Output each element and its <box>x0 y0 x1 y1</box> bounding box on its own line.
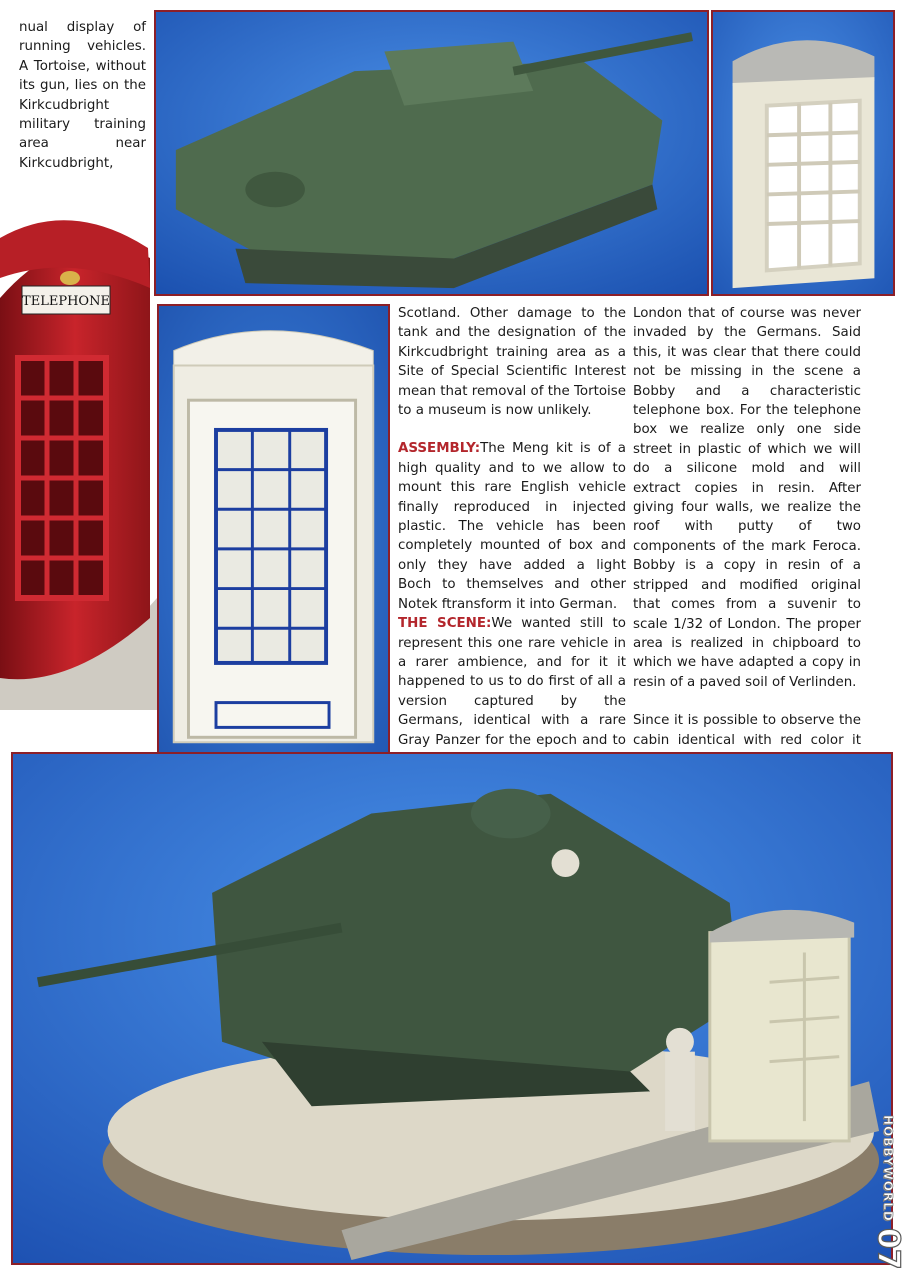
middle-intro-paragraph: Scotland. Other damage to the tank and the designation of the Kirkcudbright training area as a Site of Special Scientific Interest mean that removal of the Tortoise to a museum is now unlikely. <box>398 306 626 419</box>
red-telephone-box-illustration <box>0 178 157 710</box>
right-paragraph-2: Since it is possible to observe the cabin identical with red color it <box>633 713 861 748</box>
scene-heading: THE SCENE: <box>398 616 492 632</box>
page-folio <box>870 1115 905 1275</box>
scene-text: We wanted still to represent this one rare vehicle in a rarer ambience, and for it it happened to us to do first of all a version captured by the Germans, identical with a rare Gray Panzer for the epoch and to <box>398 616 626 748</box>
photo-red-telephone-box <box>0 178 157 710</box>
assembly-heading: ASSEMBLY: <box>398 441 481 457</box>
assembly-text: The Meng kit is of a high quality and to we allow to mount this rare English vehicle finally reproduced in injected plastic. The vehicle has been completely mounted of box and only they have added a light Boch to themselves and other Notek ftransform it into German. <box>398 441 626 612</box>
telephone-door-illustration <box>159 306 388 772</box>
photo-diorama <box>11 752 893 1265</box>
magazine-brand: HOBBYWORLD <box>881 1115 895 1222</box>
right-column-text <box>633 304 861 789</box>
photo-telephone-door-panel <box>157 304 390 774</box>
left-column-text <box>19 18 146 173</box>
cream-telephone-box-illustration <box>713 12 893 294</box>
photo-green-tank <box>154 10 709 296</box>
right-paragraph-1: London that of course was never invaded by the Germans. Said this, it was clear that there could not be missing in the scene a Bobby and a characteristic telephone box. For the telephone box we realize only one side street in plastic of which we will do a silicone mold and will extract copies in resin. After giving four walls, we realize the roof with putty of two components of the mark Feroca. Bobby is a copy in resin of a stripped and modified original that comes from a suvenir to scale 1/32 of London. The proper area is realized in chipboard to which we have adapted a copy in resin of a paved soil of Verlinden. <box>633 306 861 690</box>
left-paragraph: nual display of running vehicles. A Tortoise, without its gun, lies on the Kirkcudbright military training area near Kirkcudbright, <box>19 20 146 171</box>
middle-column-text <box>398 304 626 769</box>
assembly-paragraph <box>398 439 626 614</box>
green-tank-illustration <box>156 12 707 294</box>
scene-paragraph <box>398 614 626 769</box>
photo-cream-telephone-box <box>711 10 895 296</box>
telephone-sign-text: TELEPHONE <box>22 294 110 309</box>
diorama-illustration <box>13 754 891 1263</box>
page-number: 07 <box>870 1227 905 1270</box>
